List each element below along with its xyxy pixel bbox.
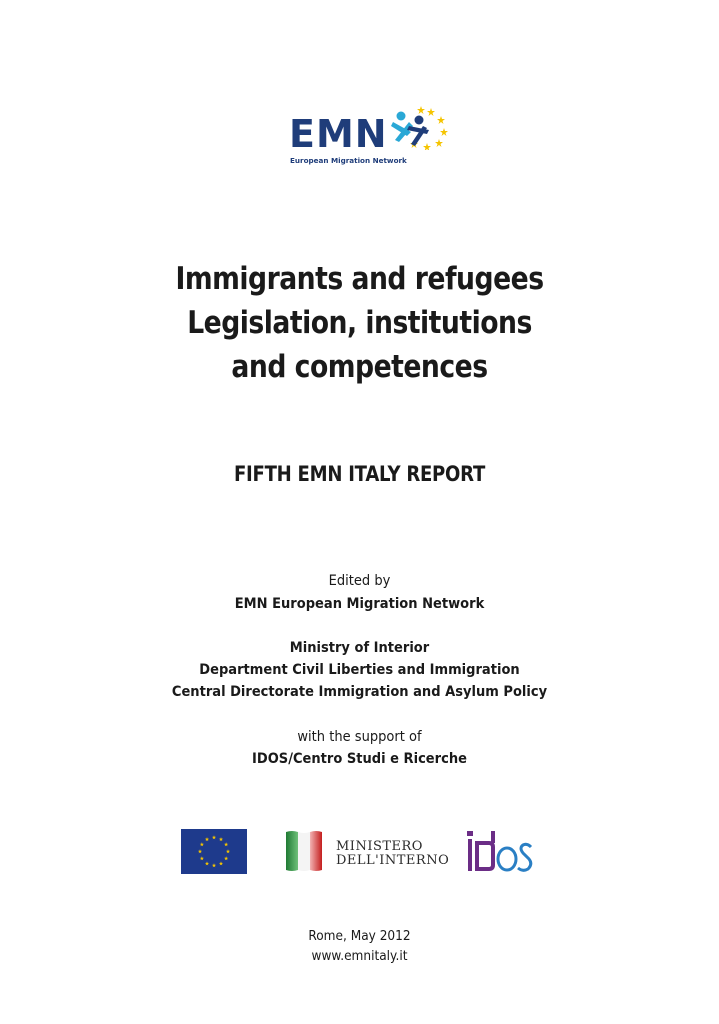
eu-star-icon — [205, 837, 209, 841]
idos-logo — [467, 829, 535, 873]
eu-star-icon — [212, 863, 216, 867]
support-label: with the support of — [297, 729, 422, 745]
title-line-3: and competences — [231, 349, 488, 385]
eu-star-icon — [219, 861, 223, 865]
ministero-logo — [282, 826, 450, 876]
eu-star-icon — [224, 842, 228, 846]
edited-by-label: Edited by — [328, 573, 391, 589]
ministero-line-2: DELL'INTERNO — [336, 853, 450, 868]
title-line-2: Legislation, institutions — [187, 305, 532, 341]
emn-wordmark: EMN — [289, 112, 388, 156]
idos-text — [535, 829, 536, 830]
eu-star-icon — [200, 856, 204, 860]
eu-star-icon — [226, 849, 230, 853]
report-title — [50, 257, 668, 389]
ministero-line-1: MINISTERO — [336, 839, 423, 854]
eu-star-icon — [219, 837, 223, 841]
title-line-1: Immigrants and refugees — [175, 261, 544, 297]
eu-star-icon — [198, 849, 202, 853]
support-name: IDOS/Centro Studi e Ricerche — [252, 751, 467, 767]
eu-star-icon — [224, 856, 228, 860]
editor-name: EMN European Migration Network — [234, 596, 485, 612]
directorate-name: Central Directorate Immigration and Asylum Policy — [171, 684, 548, 700]
eu-star-icon — [205, 861, 209, 865]
idos-wordmark-icon — [467, 829, 535, 873]
eu-star-icon — [212, 835, 216, 839]
eu-flag-logo — [181, 829, 247, 874]
emn-tagline: European Migration Network — [290, 156, 407, 165]
ministry-name: Ministry of Interior — [289, 640, 430, 656]
department-name: Department Civil Liberties and Immigration — [199, 662, 520, 678]
emn-logo — [289, 104, 459, 170]
eu-stars-icon — [181, 829, 247, 874]
emn-people-stars-icon — [389, 104, 451, 150]
place-date: Rome, May 2012 — [308, 928, 411, 944]
eu-star-icon — [200, 842, 204, 846]
report-subtitle: FIFTH EMN ITALY REPORT — [233, 462, 486, 486]
website-link[interactable]: www.emnitaly.it — [311, 948, 408, 964]
italy-flag-icon — [282, 826, 330, 876]
